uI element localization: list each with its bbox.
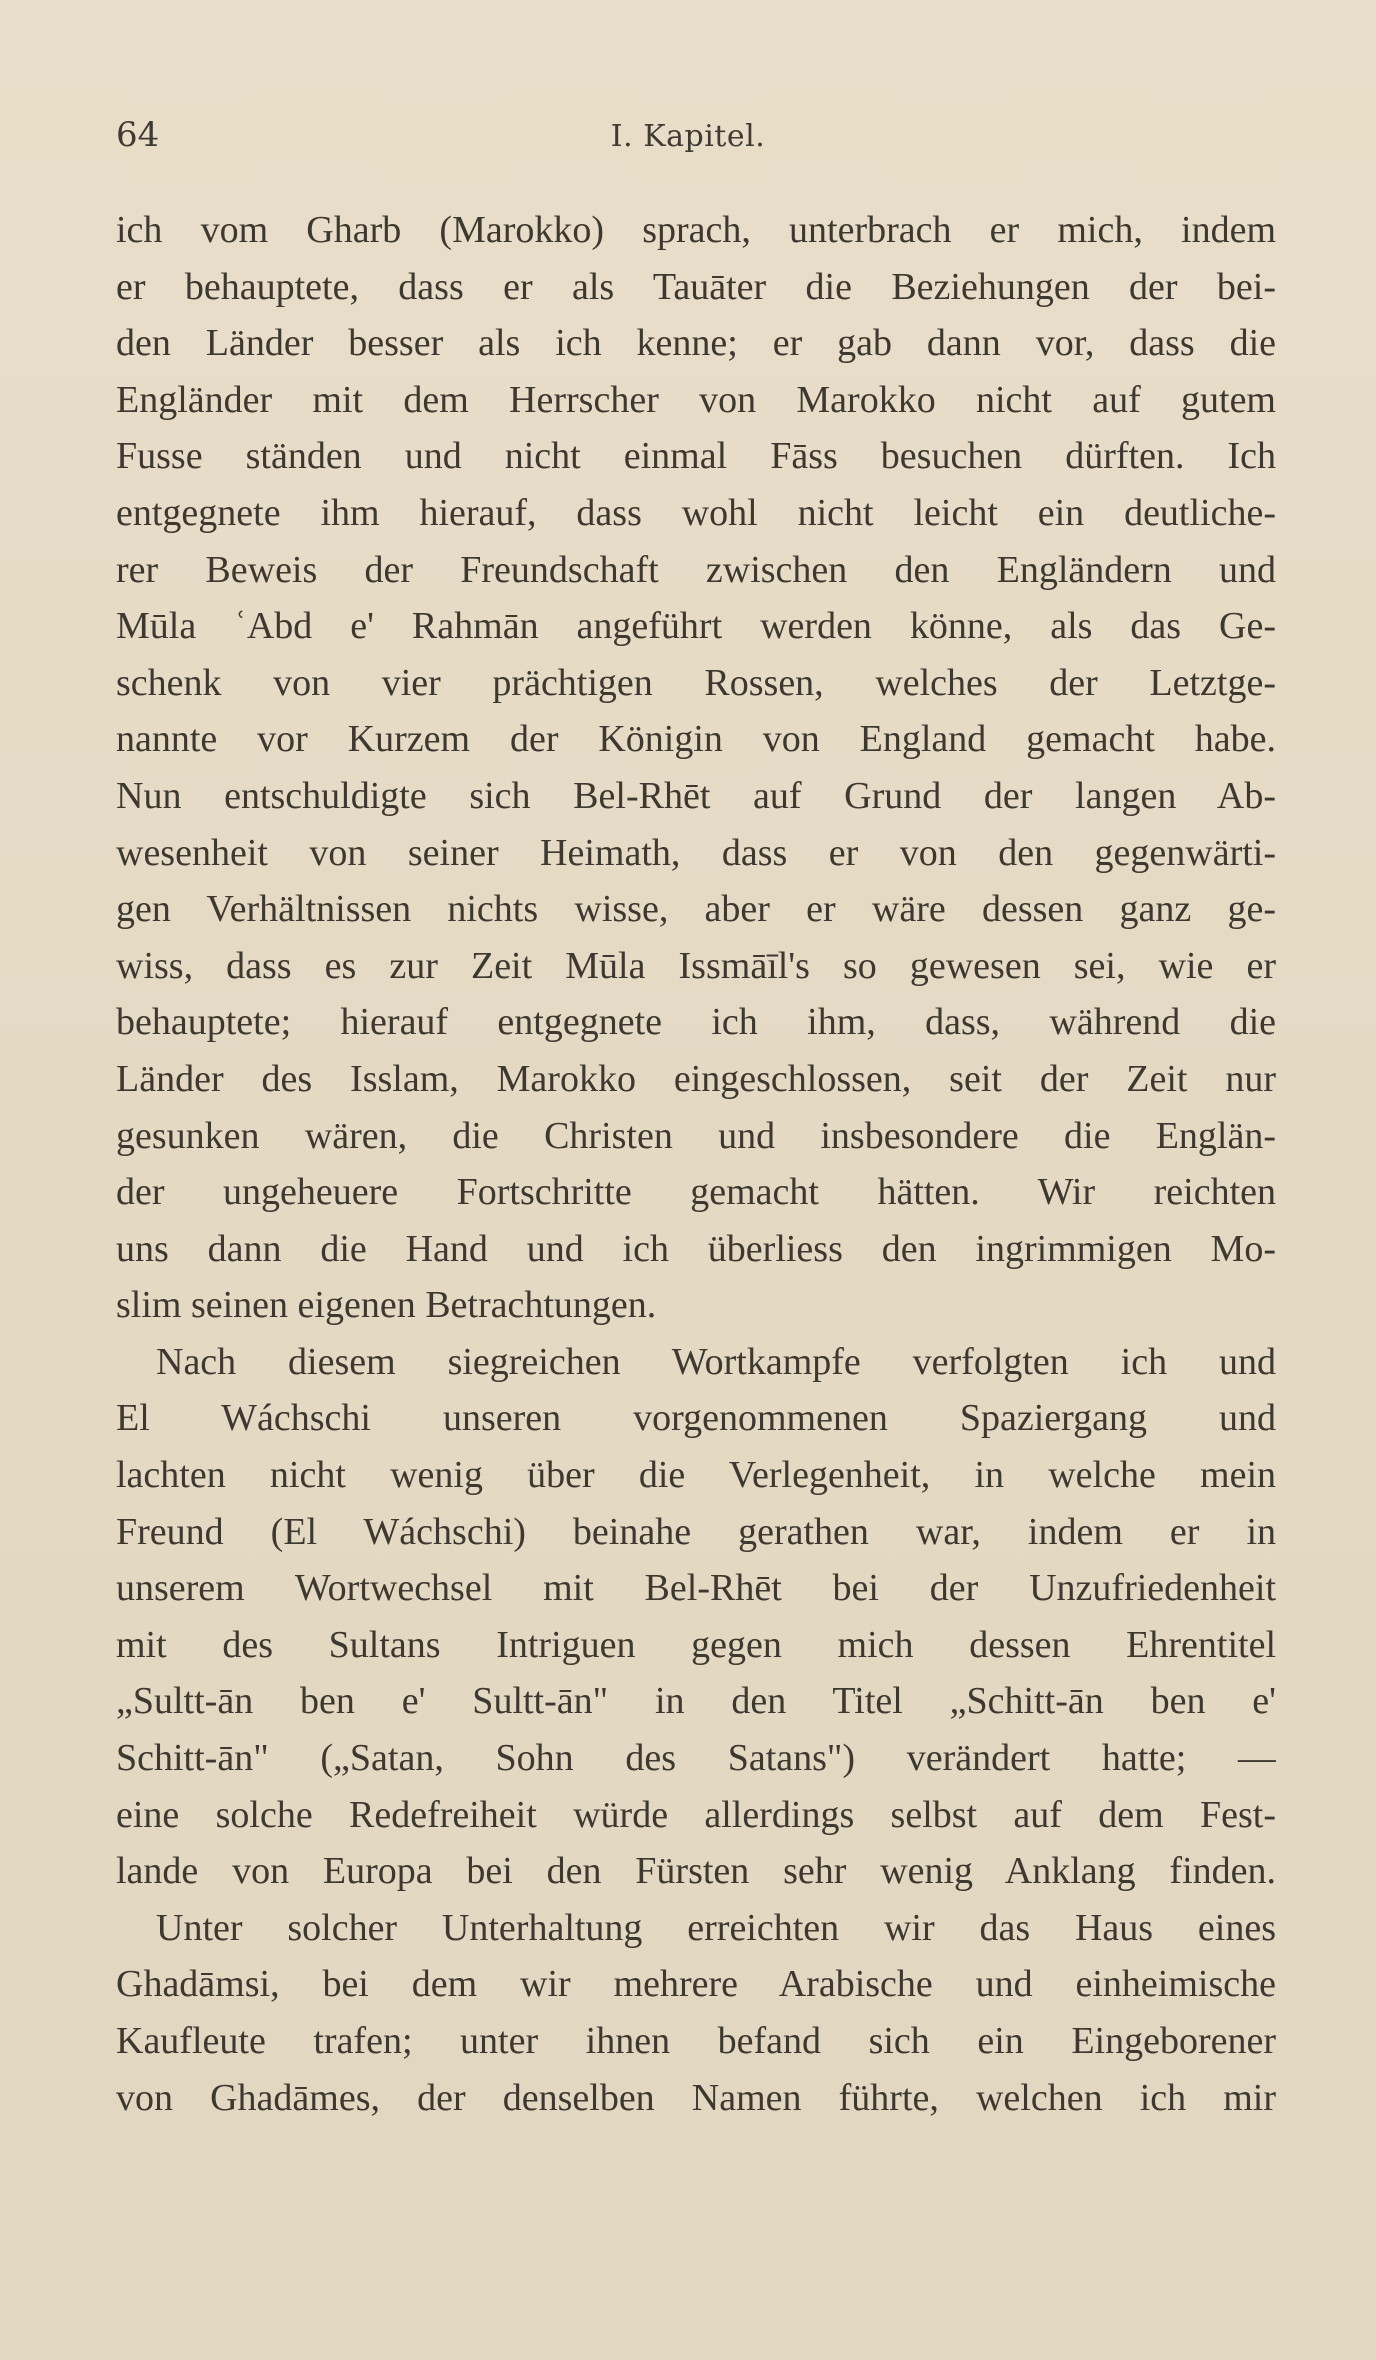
text-line: Freund (El Wáchschi) beinahe gerathen war, indem er in [116,1510,1276,1553]
text-line: Mūla ʿAbd e' Rahmān angeführt werden könne, als das Ge- [116,605,1276,648]
text-line: den Länder besser als ich kenne; er gab dann vor, dass die [116,322,1276,365]
text-line: lande von Europa bei den Fürsten sehr wenig Anklang finden. [116,1850,1276,1893]
text-line: El Wáchschi unseren vorgenommenen Spaziergang und [116,1397,1276,1440]
text-line: uns dann die Hand und ich überliess den ingrimmigen Mo- [116,1227,1276,1270]
text-line: Unter solcher Unterhaltung erreichten wir das Haus eines [156,1906,1276,1949]
text-line: wiss, dass es zur Zeit Mūla Issmāīl's so gewesen sei, wie er [116,944,1276,987]
text-line: gesunken wären, die Christen und insbesondere die Englän- [116,1114,1276,1157]
text-line: Schitt-ān" („Satan, Sohn des Satans") verändert hatte; — [116,1737,1276,1780]
text-line: entgegnete ihm hierauf, dass wohl nicht leicht ein deutliche- [116,491,1276,534]
text-line: eine solche Redefreiheit würde allerdings selbst auf dem Fest- [116,1793,1276,1836]
text-line: Länder des Isslam, Marokko eingeschlossen, seit der Zeit nur [116,1057,1276,1100]
body-text [116,202,1276,2126]
text-line: „Sultt-ān ben e' Sultt-ān" in den Titel „Schitt-ān ben e' [116,1680,1276,1723]
text-line: behauptete; hierauf entgegnete ich ihm, dass, während die [116,1001,1276,1044]
text-line: Fusse ständen und nicht einmal Fāss besuchen dürften. Ich [116,435,1276,478]
text-line: Engländer mit dem Herrscher von Marokko nicht auf gutem [116,378,1276,421]
text-line: mit des Sultans Intriguen gegen mich dessen Ehrentitel [116,1623,1276,1666]
text-line: slim seinen eigenen Betrachtungen. [116,1284,657,1327]
text-line: Ghadāmsi, bei dem wir mehrere Arabische und einheimische [116,1963,1276,2006]
text-line: Kaufleute trafen; unter ihnen befand sich ein Eingeborener [116,2020,1276,2062]
text-line: unserem Wortwechsel mit Bel-Rhēt bei der Unzufriedenheit [116,1567,1276,1610]
text-line: Nun entschuldigte sich Bel-Rhēt auf Grund der langen Ab- [116,774,1276,817]
page-number: 64 [116,115,160,155]
text-line: rer Beweis der Freundschaft zwischen den Engländern und [116,548,1276,591]
running-title: I. Kapitel. [610,119,766,154]
text-line: Nach diesem siegreichen Wortkampfe verfolgten ich und [156,1340,1276,1383]
text-line: wesenheit von seiner Heimath, dass er von den gegenwärti- [116,831,1276,874]
text-line: nannte vor Kurzem der Königin von England gemacht habe. [116,718,1276,761]
text-line: lachten nicht wenig über die Verlegenheit, in welche mein [116,1454,1276,1497]
text-line: von Ghadāmes, der denselben Namen führte, welchen ich mir [116,2076,1276,2119]
text-line: gen Verhältnissen nichts wisse, aber er wäre dessen ganz ge- [116,888,1276,931]
text-line: der ungeheuere Fortschritte gemacht hätten. Wir reichten [116,1171,1276,1214]
text-line: er behauptete, dass er als Tauāter die Beziehungen der bei- [116,265,1276,308]
text-line: ich vom Gharb (Marokko) sprach, unterbrach er mich, indem [116,209,1276,251]
text-line: schenk von vier prächtigen Rossen, welches der Letztge- [116,661,1276,704]
